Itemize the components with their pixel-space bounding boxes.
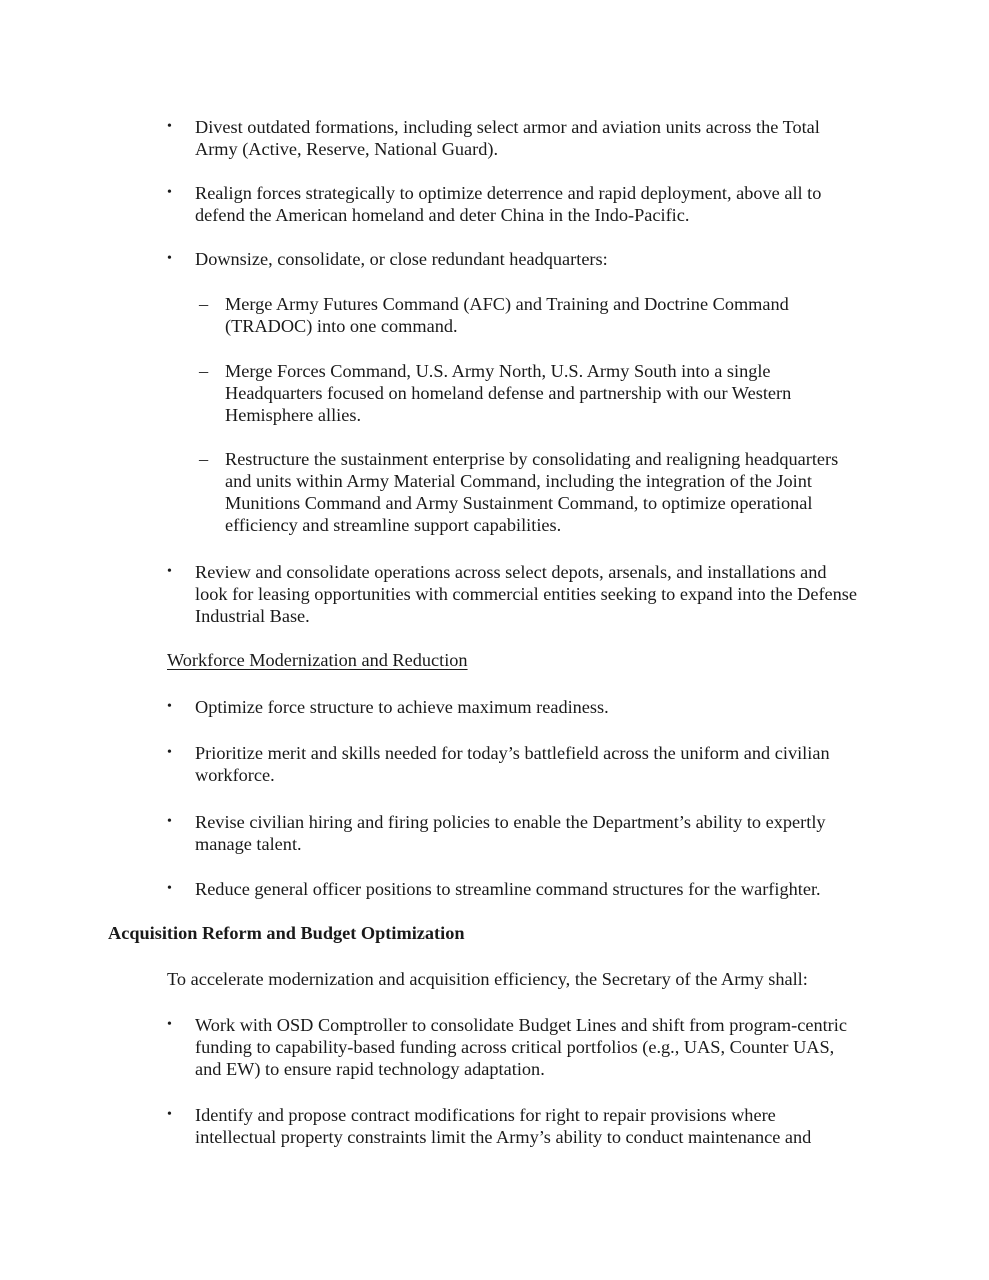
- list-item: [167, 182, 867, 226]
- sub-list-item: [199, 360, 869, 426]
- list-item-text: Work with OSD Comptroller to consolidate Budget Lines and shift from program-centric funding to capability-based funding across critical portfolios (e.g., UAS, Counter UAS, and EW) to ensure rapid technology adaptation.: [195, 1015, 847, 1079]
- list-item: [167, 742, 867, 786]
- list-item-text: Optimize force structure to achieve maximum readiness.: [195, 697, 609, 717]
- bullet-marker: •: [167, 745, 172, 760]
- list-item-text: Revise civilian hiring and firing policies to enable the Department’s ability to expertly manage talent.: [195, 812, 826, 854]
- sub-list-item: [199, 448, 869, 536]
- list-item: [167, 248, 867, 270]
- list-item-text: Identify and propose contract modifications for right to repair provisions where intellectual property constraints limit the Army’s ability to conduct maintenance and: [195, 1105, 812, 1147]
- bullet-marker: •: [167, 185, 172, 200]
- sub-list-item-text: Restructure the sustainment enterprise by consolidating and realigning headquarters and units within Army Material Command, including the integration of the Joint Munitions Command and Army Sustainment Command, to optimize operational efficiency and streamline support capabilities.: [225, 449, 839, 535]
- sub-list-item: [199, 293, 869, 337]
- list-item: [167, 116, 867, 160]
- dash-marker: –: [199, 449, 209, 469]
- bullet-marker: •: [167, 1107, 172, 1122]
- bullet-marker: •: [167, 564, 172, 579]
- list-item: [167, 561, 867, 627]
- bullet-marker: •: [167, 251, 172, 266]
- list-item-text: Divest outdated formations, including select armor and aviation units across the Total Army (Active, Reserve, National Guard).: [195, 117, 820, 159]
- bullet-marker: •: [167, 699, 172, 714]
- list-item-text: Reduce general officer positions to streamline command structures for the warfighter.: [195, 879, 821, 899]
- list-item-text: Review and consolidate operations across select depots, arsenals, and installations and look for leasing opportunities with commercial entities seeking to expand into the Defense Industrial Base.: [195, 562, 858, 626]
- list-item: [167, 1104, 867, 1148]
- list-item-text: Prioritize merit and skills needed for today’s battlefield across the uniform and civilian workforce.: [195, 743, 830, 785]
- bullet-marker: •: [167, 1017, 172, 1032]
- list-item: [167, 1014, 867, 1080]
- dash-marker: –: [199, 361, 209, 381]
- list-item: [167, 878, 867, 900]
- list-item: [167, 696, 867, 718]
- bullet-marker: •: [167, 881, 172, 896]
- list-item-text: Realign forces strategically to optimize deterrence and rapid deployment, above all to defend the American homeland and deter China in the Indo-Pacific.: [195, 183, 822, 225]
- sub-list-item-text: Merge Forces Command, U.S. Army North, U.S. Army South into a single Headquarters focused on homeland defense and partnership with our Western Hemisphere allies.: [225, 361, 792, 425]
- sub-list-item-text: Merge Army Futures Command (AFC) and Training and Doctrine Command (TRADOC) into one command.: [225, 294, 789, 336]
- section-heading: Acquisition Reform and Budget Optimization: [108, 923, 465, 943]
- list-item: [167, 811, 867, 855]
- dash-marker: –: [199, 294, 209, 314]
- section-intro: To accelerate modernization and acquisition efficiency, the Secretary of the Army shall:: [167, 969, 808, 989]
- bullet-marker: •: [167, 119, 172, 134]
- section-subheading: Workforce Modernization and Reduction: [167, 650, 468, 670]
- bullet-marker: •: [167, 814, 172, 829]
- list-item-text: Downsize, consolidate, or close redundant headquarters:: [195, 249, 608, 269]
